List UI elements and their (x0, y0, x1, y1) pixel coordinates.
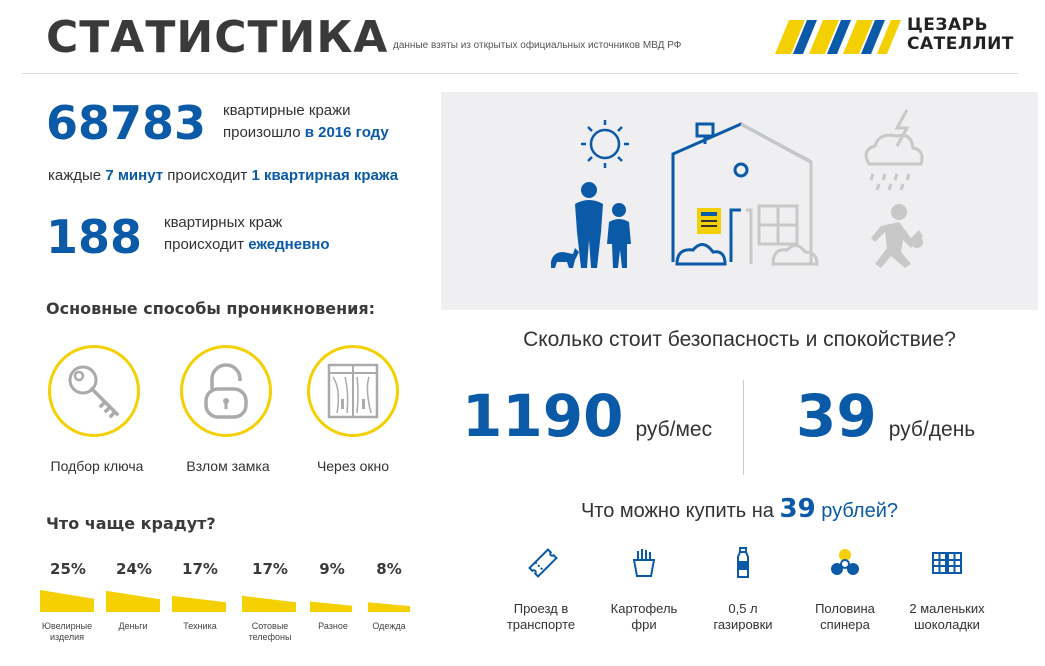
logo-line1: ЦЕЗАРЬ (907, 15, 989, 35)
stolen-label-jewelry-1: Ювелирные (41, 621, 93, 631)
item-transport-label (486, 601, 596, 633)
total-line2-highlight: в 2016 году (304, 124, 389, 141)
stolen-bar-2 (172, 596, 226, 612)
price-question: Сколько стоит безопасность и спокойствие? (523, 328, 956, 351)
stolen-label-phones-1: Сотовые (251, 621, 289, 631)
storm-cloud-icon (866, 110, 922, 190)
sun-icon (581, 120, 629, 168)
method-window-label: Через окно (316, 458, 390, 474)
freq-pre: каждые (48, 167, 102, 184)
page-title: СТАТИСТИКА (46, 12, 389, 63)
page-subtitle: данные взяты из открытых официальных источников МВД РФ (393, 40, 682, 51)
stolen-bar-4 (310, 602, 352, 612)
padlock-icon (198, 361, 254, 421)
method-window-circle (307, 345, 399, 437)
buy-question-post: рублей? (821, 500, 899, 522)
stolen-pct-phones: 17% (252, 560, 288, 578)
method-key-circle (48, 345, 140, 437)
stolen-pct-money: 24% (116, 560, 152, 578)
item-transport-line2: транспорте (506, 617, 576, 632)
logo-text (907, 16, 1014, 54)
item-soda-line2: газировки (713, 617, 773, 632)
stolen-pct-misc: 9% (319, 560, 345, 578)
daily-thefts-text (164, 212, 330, 256)
soda-bottle-icon (726, 546, 760, 580)
stolen-label-phones-2: телефоны (248, 632, 292, 642)
method-lock-circle (180, 345, 272, 437)
stolen-pct-clothes: 8% (376, 560, 402, 578)
daily-line2 (164, 234, 330, 256)
stolen-bar-0 (40, 590, 94, 612)
method-lock-label: Взлом замка (186, 458, 270, 474)
buy-question-number: 39 (779, 494, 816, 524)
daily-thefts-number: 188 (46, 210, 143, 264)
methods-heading: Основные способы проникновения: (46, 299, 376, 318)
daily-price (796, 382, 975, 450)
fidget-spinner-icon (828, 546, 862, 580)
item-fries-label (589, 601, 699, 633)
freq-highlight-1: 7 минут (105, 167, 164, 184)
daily-line2-pre: происходит (164, 236, 245, 253)
daily-price-unit: руб/день (888, 418, 976, 441)
logo-stripes-icon (775, 16, 905, 58)
buy-question (441, 494, 1038, 524)
price-divider (743, 380, 744, 475)
stolen-label-jewelry (38, 621, 96, 643)
total-thefts-number: 68783 (46, 96, 207, 150)
stolen-label-jewelry-2: изделия (49, 632, 85, 642)
house-scene-icon (441, 92, 1038, 310)
stolen-bars (36, 580, 416, 614)
daily-price-value: 39 (796, 382, 877, 450)
item-chocolate-line2: шоколадки (914, 617, 980, 632)
fries-icon (627, 546, 661, 580)
freq-highlight-2: 1 квартирная кража (251, 167, 399, 184)
key-icon (63, 360, 125, 422)
freq-mid: происходит (167, 167, 248, 184)
logo-line2: САТЕЛЛИТ (907, 34, 1014, 54)
item-chocolate-line1: 2 маленьких (909, 601, 985, 616)
item-chocolate-label (892, 601, 1002, 633)
house-illustration (441, 92, 1038, 310)
stolen-label-clothes: Одежда (372, 621, 406, 631)
stolen-label-phones (240, 621, 300, 643)
stolen-pct-jewelry: 25% (50, 560, 86, 578)
item-soda-line1: 0,5 л (728, 601, 758, 616)
window-icon (321, 359, 385, 423)
chocolate-icon (930, 546, 964, 580)
item-spinner-label (790, 601, 900, 633)
stolen-heading: Что чаще крадут? (46, 514, 216, 533)
daily-line2-highlight: ежедневно (248, 236, 330, 253)
stolen-label-money: Деньги (118, 621, 148, 631)
daily-line1: квартирных краж (164, 214, 283, 231)
stolen-label-tech: Техника (183, 621, 217, 631)
buy-question-pre: Что можно купить на (580, 500, 774, 522)
monthly-price-value: 1190 (462, 382, 624, 450)
item-transport-line1: Проезд в (513, 601, 569, 616)
stolen-bar-3 (242, 596, 296, 612)
item-fries-line1: Картофель (610, 601, 678, 616)
header-divider (22, 73, 1018, 74)
method-key-label: Подбор ключа (50, 458, 144, 474)
stolen-bar-1 (106, 591, 160, 612)
item-soda-label (688, 601, 798, 633)
stolen-label-misc: Разное (318, 621, 348, 631)
theft-frequency (48, 165, 398, 187)
burglar-icon (871, 204, 923, 268)
total-line2-pre: произошло (223, 124, 301, 141)
item-spinner-line1: Половина (815, 601, 875, 616)
item-spinner-line2: спинера (820, 617, 870, 632)
stolen-bar-5 (368, 602, 410, 612)
total-thefts-text (223, 100, 389, 144)
total-thefts-line2 (223, 122, 389, 144)
monthly-price-unit: руб/мес (635, 418, 713, 441)
monthly-price (462, 382, 712, 450)
total-thefts-line1: квартирные кражи (223, 102, 351, 119)
item-fries-line2: фри (631, 617, 657, 632)
ticket-icon (526, 546, 560, 580)
house-icon (673, 124, 817, 264)
stolen-pct-tech: 17% (182, 560, 218, 578)
brand-logo (775, 16, 1020, 58)
family-icon (551, 182, 631, 268)
